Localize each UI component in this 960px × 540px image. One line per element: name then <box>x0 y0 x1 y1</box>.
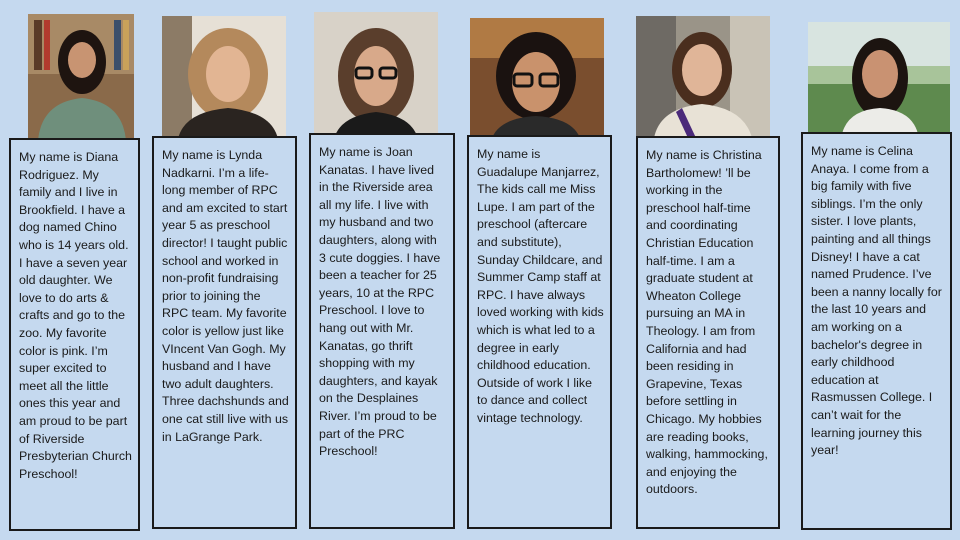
bio-text: My name is Joan Kanatas. I have lived in the Riverside area all my life. I live with my husband and two daughters, along with 3 cute doggies. I have been a teacher for 25 years, 10 at the RPC Preschool. I love to hang out with Mr. Kanatas, go thrift shopping with my daughters, and kayak on the Desplaines River. I’m proud to be part of the PRC Preschool! <box>319 145 441 459</box>
photo-lynda <box>162 16 286 139</box>
bio-text: My name is Lynda Nadkarni. I’m a life-long member of RPC and am excited to start year 5 as preschool director! I taught public school and worked in non-profit fundraising prior to joining the RPC team. My favorite color is yellow just like VIncent Van Gogh. My husband and I have two adult daughters. Three dachshunds and one cat still live with us in LaGrange Park. <box>162 148 289 444</box>
portrait-christina <box>636 16 770 138</box>
portrait-lynda <box>162 16 286 139</box>
portrait-celina <box>808 22 950 134</box>
photo-joan <box>314 12 438 139</box>
photo-guadalupe <box>470 18 604 138</box>
portrait-joan <box>314 12 438 139</box>
bio-text: My name is Guadalupe Manjarrez, The kids call me Miss Lupe. I am part of the preschool (aftercare and substitute), Sunday Childcare, and Summer Camp staff at RPC. I have always loved working with kids which is what led to a degree in early childhood education. Outside of work I like to dance and collect vintage technology. <box>477 147 604 425</box>
bio-card-christina <box>636 136 780 529</box>
photo-celina <box>808 22 950 134</box>
bio-card-diana <box>9 138 140 531</box>
photo-christina <box>636 16 770 138</box>
bio-text: My name is Celina Anaya. I come from a big family with five siblings. I’m the only sister. I love plants, painting and all things Disney! I have a cat named Prudence. I’ve been a nanny locally for the last 10 years and am working on a bachelor's degree in early childhood education at Rasmussen College. I can’t wait for the learning journey this year! <box>811 144 942 458</box>
bio-text: My name is Christina Bartholomew! ’ll be working in the preschool half-time and coordinating Christian Education half-time. I am a graduate student at Wheaton College pursuing an MA in Theology. I am from California and had been residing in Grapevine, Texas before settling in Chicago. My hobbies are reading books, walking, hammocking, and enjoying the outdoors. <box>646 148 768 497</box>
portrait-guadalupe <box>470 18 604 138</box>
bio-card-joan <box>309 133 455 529</box>
bio-text: My name is Diana Rodriguez. My family and I live in Brookfield. I have a dog named Chino who is 14 years old. I have a seven year old daughter. We love to do arts & crafts and go to the zoo. My favorite color is pink. I’m super excited to meet all the little ones this year and am proud to be part of Riverside Presbyterian Church Preschool! <box>19 150 132 481</box>
bio-card-lynda <box>152 136 297 529</box>
photo-diana <box>28 14 134 140</box>
bio-card-celina <box>801 132 952 530</box>
bio-card-guadalupe <box>467 135 612 529</box>
portrait-diana <box>28 14 134 140</box>
